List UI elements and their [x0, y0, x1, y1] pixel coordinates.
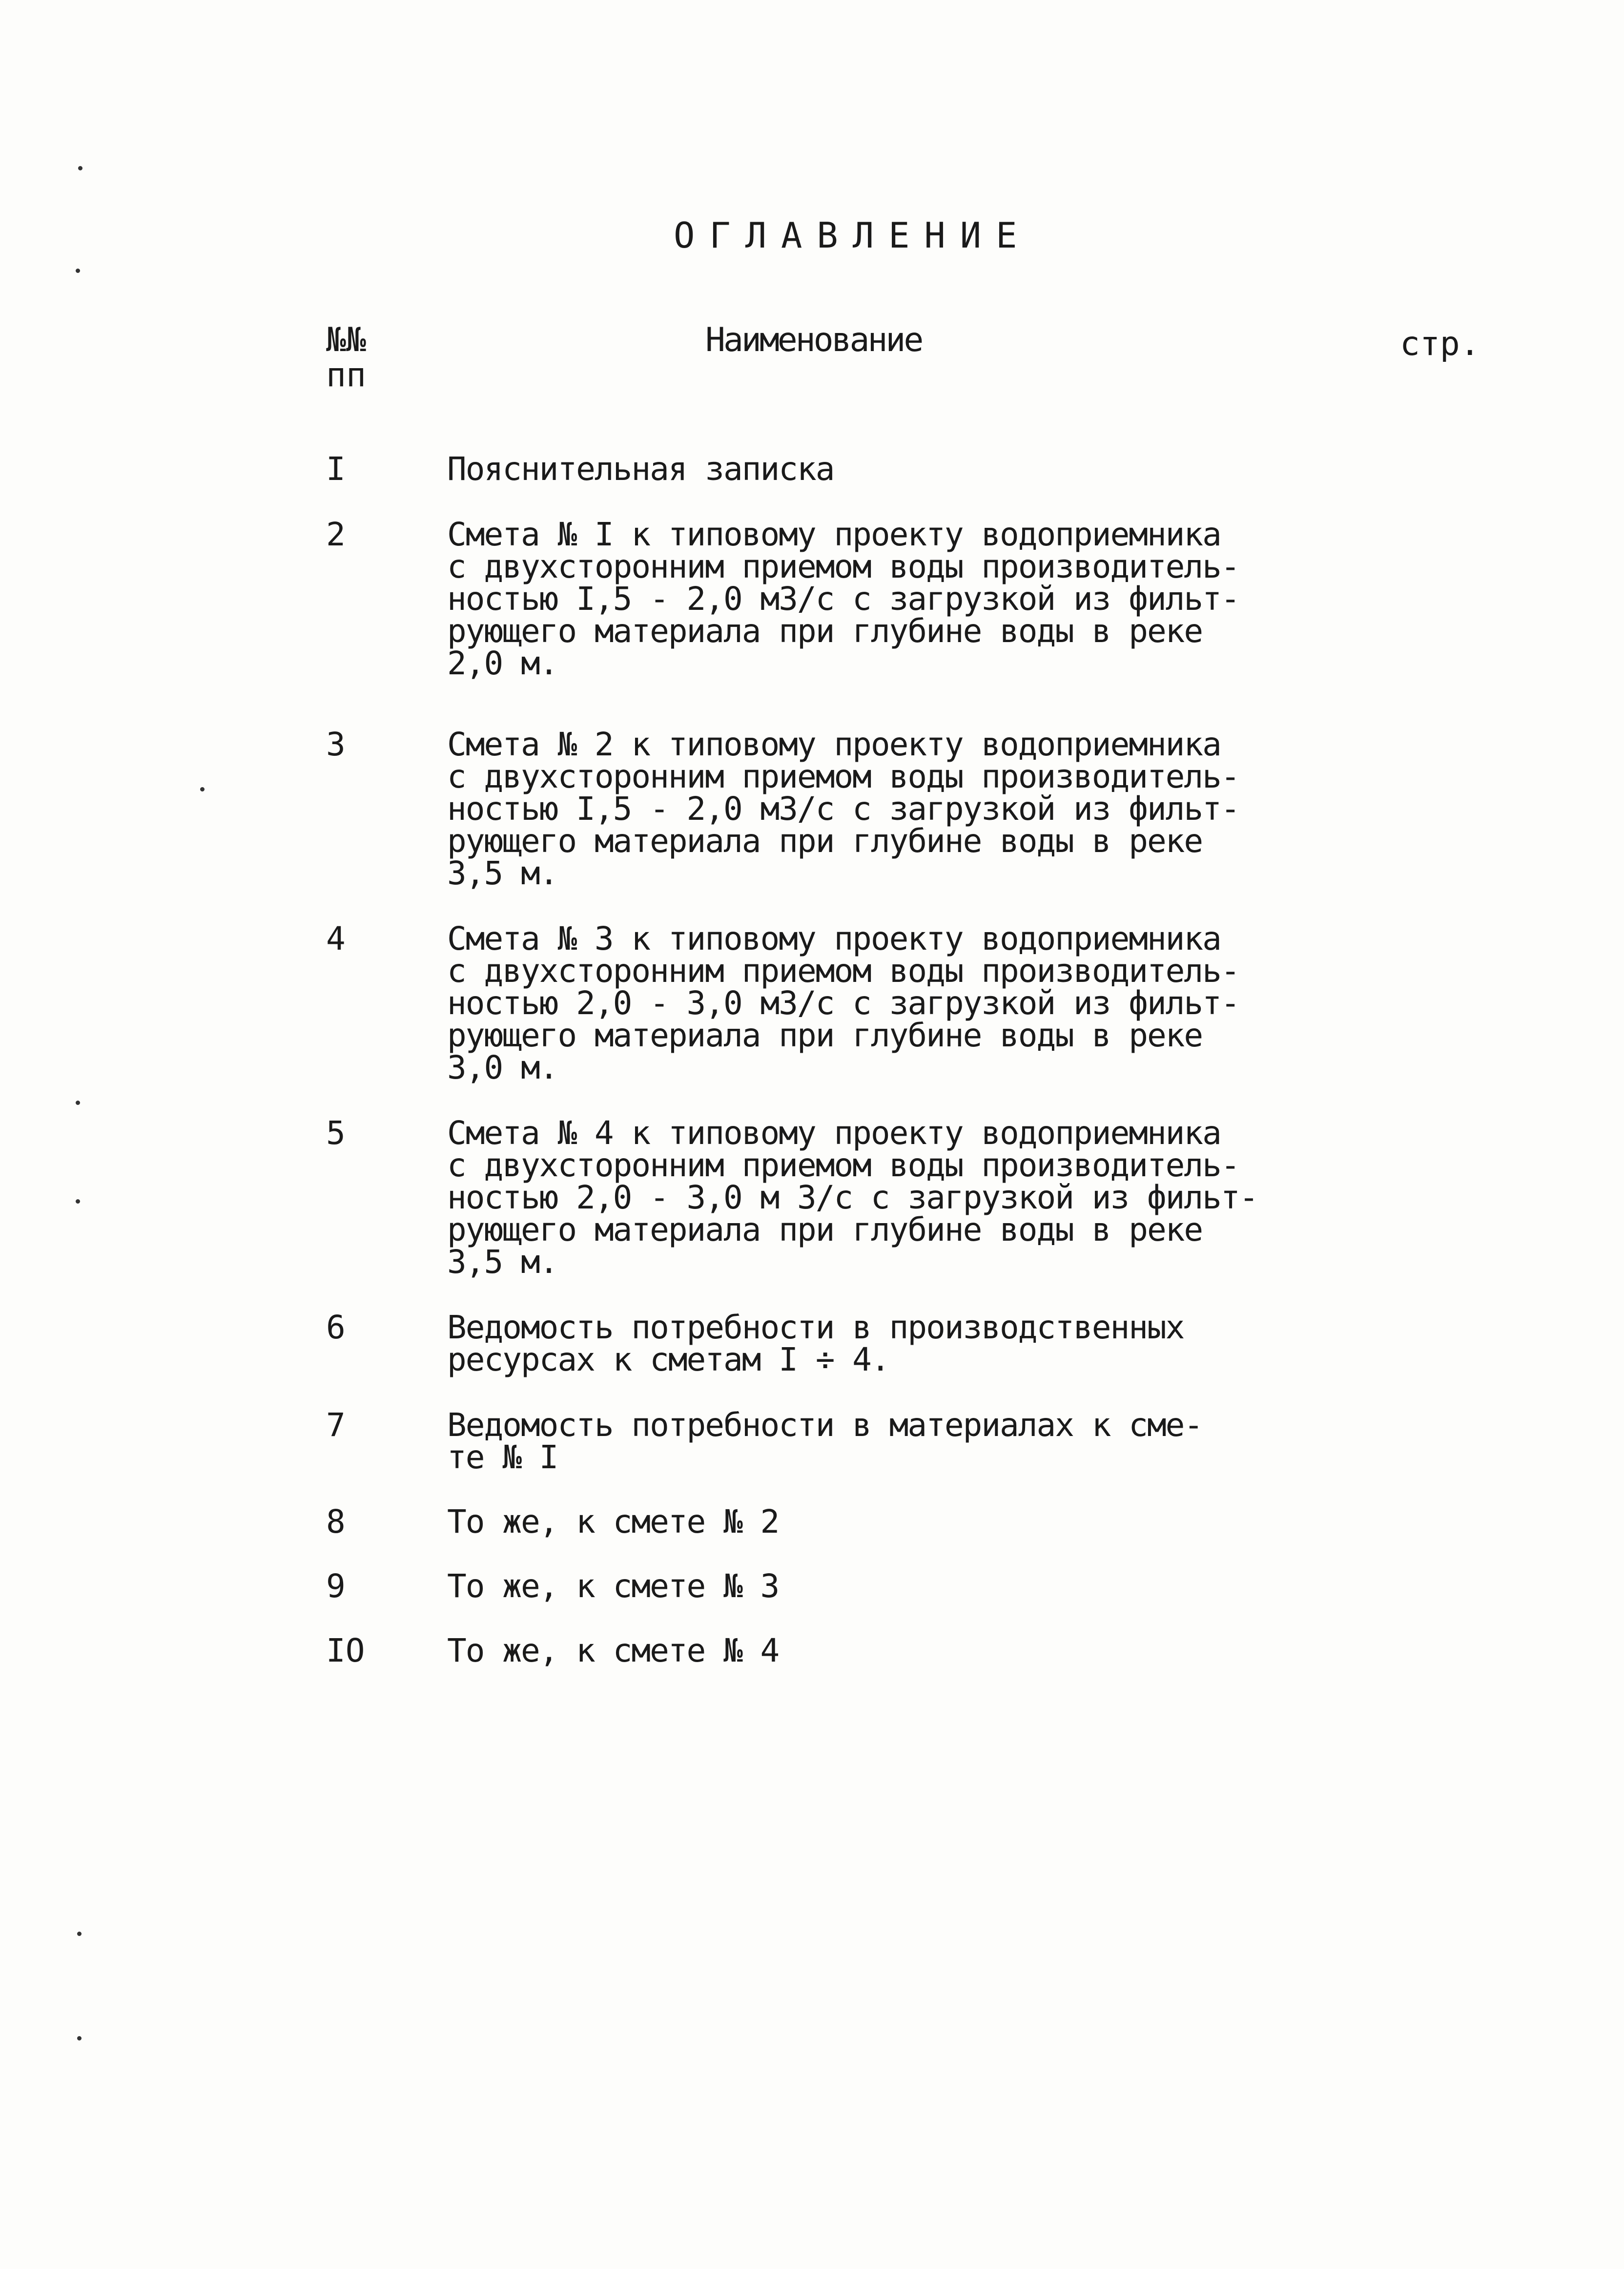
scan-speck [76, 269, 80, 273]
toc-entry-text: То же, к смете № 3 [447, 1567, 779, 1605]
header-number-label: №№ [326, 321, 366, 359]
toc-entry-text: Ведомость потребности в материалах к сме- те № I [447, 1406, 1203, 1476]
scan-speck [76, 1101, 80, 1105]
toc-entry-number: 9 [326, 1567, 346, 1605]
scan-speck [76, 1199, 80, 1204]
header-name-label: Наименование [705, 321, 922, 359]
toc-entry-number: IO [326, 1632, 365, 1669]
toc-entry-number: 6 [326, 1309, 346, 1346]
toc-entry-text: Пояснительная записка [447, 450, 834, 488]
scan-speck [77, 2036, 82, 2040]
page-title: ОГЛАВЛЕНИЕ [674, 215, 1032, 256]
toc-entry-number: 7 [326, 1406, 346, 1444]
scan-speck [78, 166, 82, 170]
toc-entry-number: 4 [326, 920, 346, 958]
toc-entry-text: Смета № I к типовому проекту водоприемника с двухсторонним приемом воды производитель- ностью I,5 - 2,0 м3/с с загрузкой из фильт- рующего материала при глубине воды в реке 2,0 м. [447, 516, 1239, 682]
header-number-label-sub: пп [326, 356, 366, 395]
toc-entry-number: 2 [326, 516, 346, 553]
toc-entry-text: Смета № 2 к типовому проекту водоприемника с двухсторонним приемом воды производитель- ностью I,5 - 2,0 м3/с с загрузкой из фильт- рующего материала при глубине воды в реке 3,5 м. [447, 726, 1239, 892]
toc-entry-text: Смета № 4 к типовому проекту водоприемника с двухсторонним приемом воды производитель- ностью 2,0 - 3,0 м 3/с с загрузкой из фильт- рующего материала при глубине воды в реке 3,5 м. [447, 1114, 1258, 1281]
scan-speck [77, 1932, 82, 1936]
toc-entry-text: Ведомость потребности в производственных ресурсах к сметам I ÷ 4. [447, 1309, 1184, 1378]
header-page-label: стр. [1400, 325, 1480, 363]
toc-entry-text: То же, к смете № 2 [447, 1503, 779, 1540]
toc-entry-text: То же, к смете № 4 [447, 1632, 779, 1669]
toc-entry-number: 5 [326, 1114, 346, 1152]
toc-entry-text: Смета № 3 к типовому проекту водоприемника с двухсторонним приемом воды производитель- ностью 2,0 - 3,0 м3/с с загрузкой из фильт- рующего материала при глубине воды в реке 3,0 м. [447, 920, 1239, 1086]
toc-entry-number: I [326, 450, 346, 488]
toc-entry-number: 8 [326, 1503, 346, 1540]
scan-speck [200, 787, 205, 791]
toc-entry-number: 3 [326, 726, 346, 763]
